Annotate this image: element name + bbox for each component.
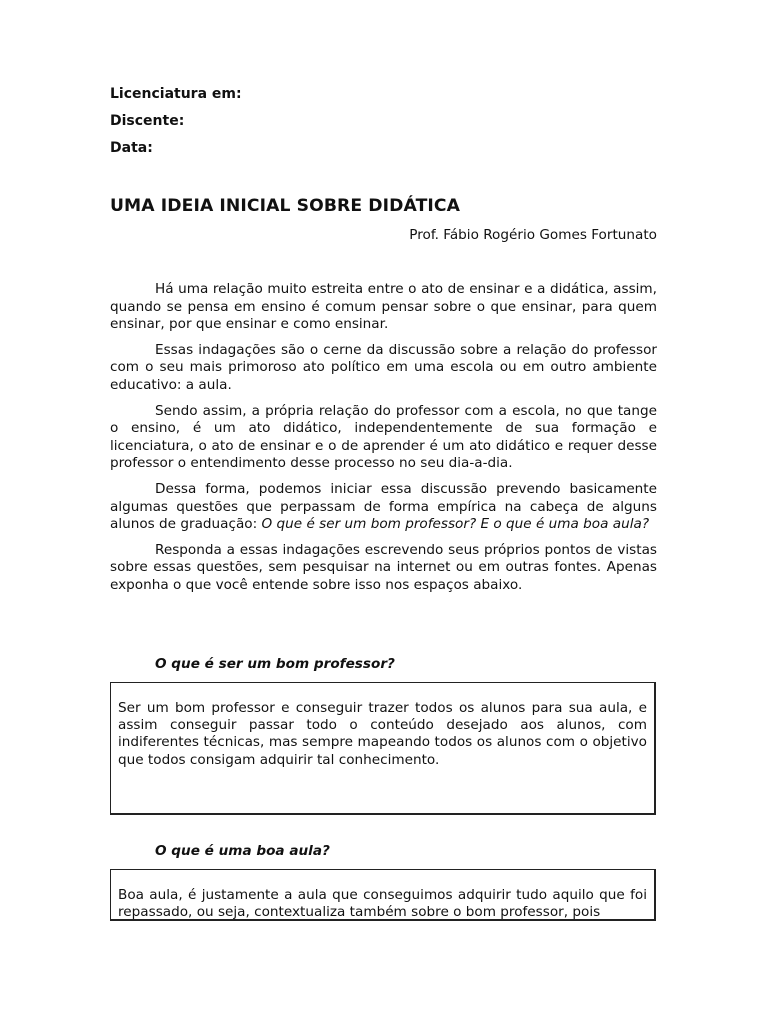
body-text (110, 281, 657, 603)
student-label: Discente: (110, 113, 185, 129)
question-good-class: O que é uma boa aula? (155, 843, 330, 859)
paragraph-4-text: Dessa forma, podemos iniciar essa discussão prevendo basicamente algumas questões que perpassam de forma empírica na cabeça de alguns alunos de graduação: (110, 480, 657, 533)
paragraph-5: Responda a essas indagações escrevendo seus próprios pontos de vistas sobre essas questões, sem pesquisar na internet ou em outras fontes. Apenas exponha o que você entende sobre isso nos espaços abaixo. (110, 541, 657, 593)
paragraph-4 (110, 481, 657, 534)
author-name: Prof. Fábio Rogério Gomes Fortunato (409, 227, 657, 243)
paragraph-3: Sendo assim, a própria relação do professor com a escola, no que tange o ensino, é um ato didático, independentemente de sua formação e licenciatura, o ato de ensinar e o de aprender é um ato didático e requer desse professor o entendimento desse processo no seu dia-a-dia. (110, 402, 657, 472)
answer-text-good-class: Boa aula, é justamente a aula que conseguimos adquirir tudo aquilo que foi repassado, ou seja, contextualiza também sobre o bom professor, pois (118, 887, 647, 921)
paragraph-1: Há uma relação muito estreita entre o ato de ensinar e a didática, assim, quando se pensa em ensino é comum pensar sobre o que ensinar, para quem ensinar, por que ensinar e como ensinar. (110, 281, 657, 333)
header-fields (110, 86, 658, 167)
paragraph-4-questions: O que é ser um bom professor? E o que é uma boa aula? (261, 516, 650, 533)
answer-text-good-teacher: Ser um bom professor e conseguir trazer todos os alunos para sua aula, e assim conseguir passar todo o conteúdo desejado aos alunos, com indiferentes técnicas, mas sempre mapeando todos os alunos com o objetivo que todos consigam adquirir tal conhecimento. (118, 700, 647, 768)
question-good-teacher: O que é ser um bom professor? (155, 656, 395, 672)
paragraph-2: Essas indagações são o cerne da discussão sobre a relação do professor com o seu mais primoroso ato político em uma escola ou em outro ambiente educativo: a aula. (110, 341, 657, 393)
answer-box-good-teacher[interactable] (110, 682, 656, 815)
document-title: UMA IDEIA INICIAL SOBRE DIDÁTICA (110, 196, 461, 216)
course-label: Licenciatura em: (110, 86, 242, 102)
answer-box-good-class[interactable] (110, 869, 656, 921)
date-label: Data: (110, 140, 153, 156)
